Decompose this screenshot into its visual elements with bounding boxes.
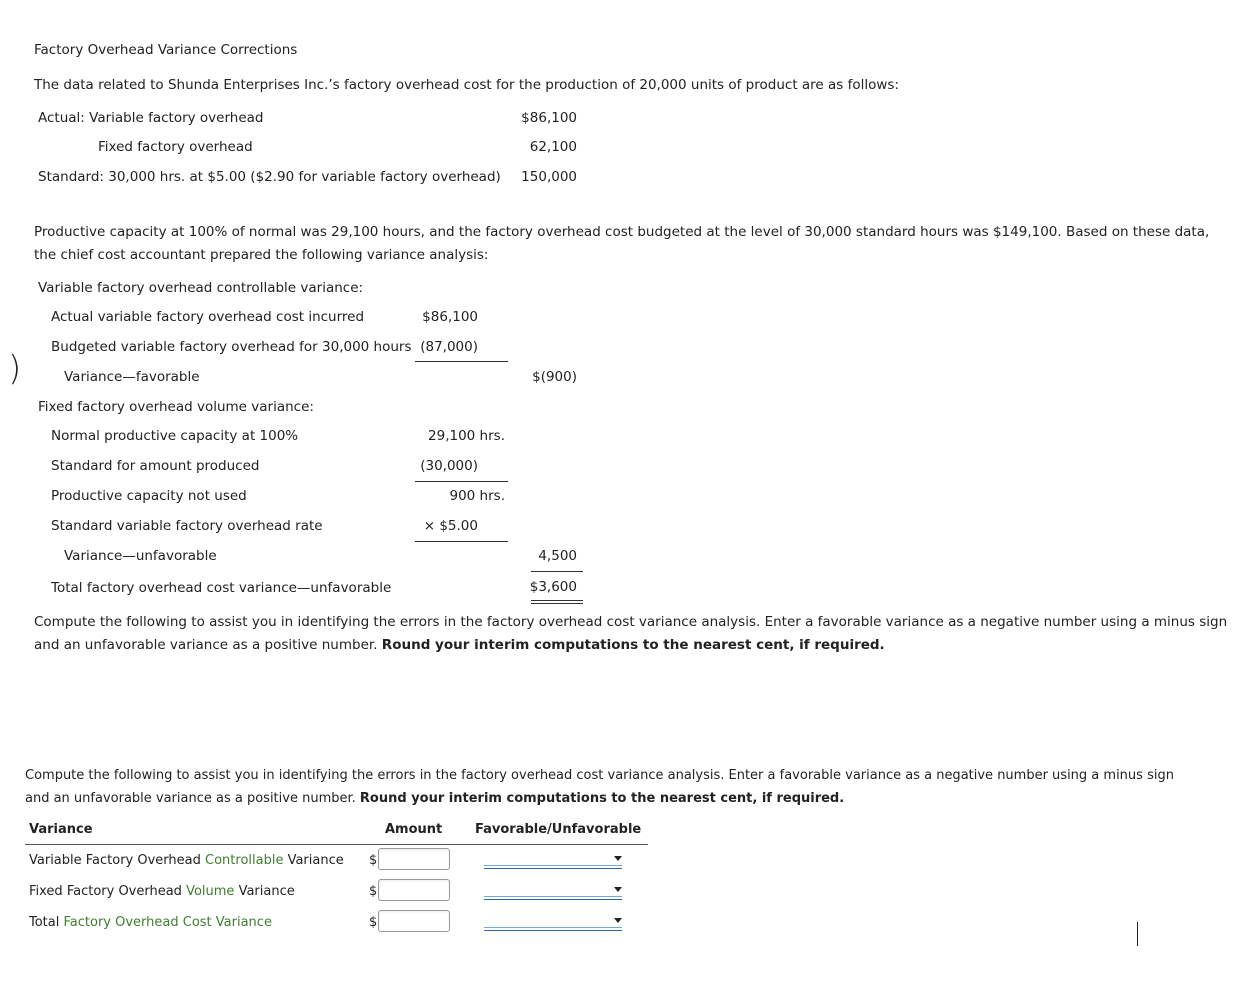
underline-unfav [531, 571, 583, 572]
header-amount: Amount [385, 822, 443, 837]
instructions-line2: and an unfavorable variance as a positive number. Round your interim computations to the nearest cent, if required. [34, 637, 885, 653]
favorable-select-fixed-volume[interactable] [484, 880, 622, 900]
question-instructions-line1: Compute the following to assist you in identifying the errors in the factory overhead cost variance analysis. Enter a favorable variance as a negative number using a minus sign [25, 768, 1174, 783]
unfavorable-variance-label: Variance—unfavorable [64, 548, 217, 564]
budgeted-label: Budgeted variable factory overhead for 30,000 hours [51, 339, 412, 355]
row-total-cost-label: Total Factory Overhead Cost Variance [29, 915, 272, 930]
standard-produced-value: (30,000) [420, 458, 478, 474]
normal-capacity-label: Normal productive capacity at 100% [51, 428, 299, 444]
standard-value: 150,000 [521, 169, 577, 185]
question-instructions-line2: and an unfavorable variance as a positive number. Round your interim computations to the nearest cent, if required. [25, 791, 845, 806]
normal-capacity-value: 29,100 hrs. [428, 428, 505, 444]
currency-symbol: $ [369, 853, 378, 868]
total-variance-label: Total factory overhead cost variance—unfavorable [51, 580, 392, 596]
variable-controllable-heading: Variable factory overhead controllable variance: [38, 280, 364, 296]
currency-symbol: $ [369, 884, 378, 899]
capacity-not-used-value: 900 hrs. [449, 488, 505, 504]
text-cursor-icon [1137, 922, 1138, 946]
chevron-down-icon [614, 887, 622, 892]
underline-rate [415, 541, 508, 542]
fixed-overhead-label: Fixed factory overhead [98, 139, 253, 155]
fixed-volume-heading: Fixed factory overhead volume variance: [38, 399, 314, 415]
favorable-select-total-cost[interactable] [484, 911, 622, 931]
page-title: Factory Overhead Variance Corrections [34, 42, 298, 58]
amount-input-fixed-volume[interactable] [378, 879, 450, 901]
amount-input-variable-controllable[interactable] [378, 848, 450, 870]
row-fixed-volume-label: Fixed Factory Overhead Volume Variance [29, 884, 295, 899]
amount-input-total-cost[interactable] [378, 910, 450, 932]
standard-produced-label: Standard for amount produced [51, 458, 260, 474]
double-underline-total [531, 600, 583, 604]
standard-label: Standard: 30,000 hrs. at $5.00 ($2.90 for variable factory overhead) [38, 169, 501, 185]
rate-label: Standard variable factory overhead rate [51, 518, 323, 534]
actual-cost-label: Actual variable factory overhead cost incurred [51, 309, 365, 325]
instructions-line1: Compute the following to assist you in identifying the errors in the factory overhead cost variance analysis. Enter a favorable variance as a negative number using a minus sign [34, 614, 1228, 630]
capacity-not-used-label: Productive capacity not used [51, 488, 247, 504]
currency-symbol: $ [369, 915, 378, 930]
chevron-down-icon [614, 918, 622, 923]
intro-text: The data related to Shunda Enterprises Inc.’s factory overhead cost for the production of 20,000 units of product are as follows: [34, 77, 900, 93]
header-variance: Variance [29, 822, 93, 837]
underline-standard [415, 481, 508, 482]
fixed-overhead-value: 62,100 [529, 139, 577, 155]
capacity-paragraph-line1: Productive capacity at 100% of normal was 29,100 hours, and the factory overhead cost budgeted at the level of 30,000 standard hours was $149,100. Based on these data, [34, 224, 1210, 240]
total-variance-value: $3,600 [529, 579, 577, 595]
favorable-select-variable-controllable[interactable] [484, 849, 622, 869]
actual-variable-value: $86,100 [521, 110, 577, 126]
unfavorable-variance-value: 4,500 [538, 548, 577, 564]
chevron-down-icon [614, 856, 622, 861]
actual-variable-label: Actual: Variable factory overhead [38, 110, 264, 126]
actual-cost-value: $86,100 [422, 309, 478, 325]
header-rule [25, 844, 648, 845]
underline-budgeted [415, 361, 508, 362]
favorable-variance-value: $(900) [532, 369, 577, 385]
favorable-variance-label: Variance—favorable [64, 369, 200, 385]
capacity-paragraph-line2: the chief cost accountant prepared the following variance analysis: [34, 247, 489, 263]
budgeted-value: (87,000) [420, 339, 478, 355]
header-favorable-unfavorable: Favorable/Unfavorable [475, 822, 642, 837]
rate-value: × $5.00 [423, 518, 478, 534]
row-variable-controllable-label: Variable Factory Overhead Controllable Variance [29, 853, 344, 868]
paren-mark: ) [8, 349, 22, 389]
